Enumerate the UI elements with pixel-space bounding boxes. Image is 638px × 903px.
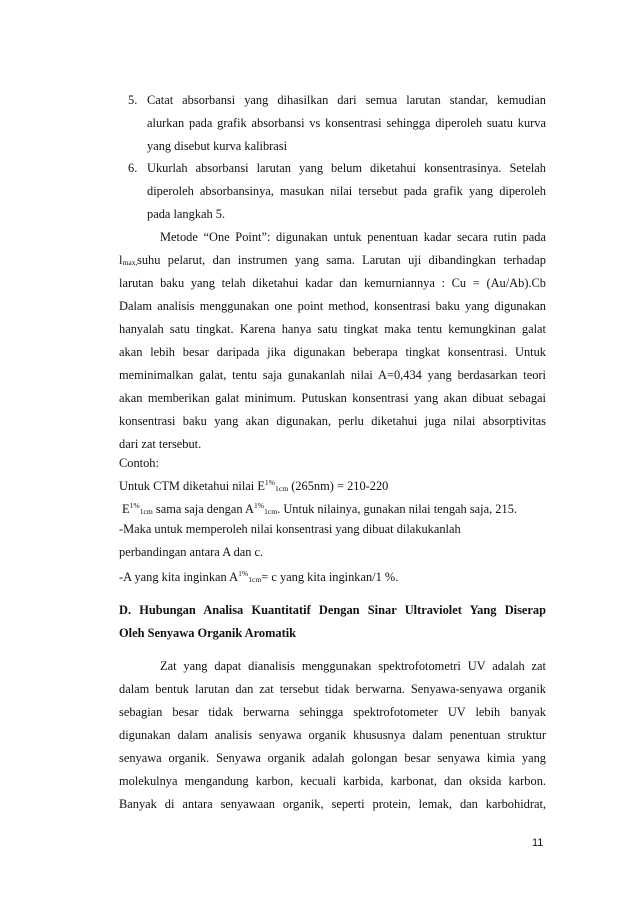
contoh-l2-sup: 1% [129, 501, 140, 510]
contoh-l5-sup: 1% [238, 569, 249, 578]
page-number: 11 [532, 837, 544, 849]
lambda-symbol: l [119, 253, 123, 267]
paragraph1-line-7: dari zat tersebut. [119, 437, 202, 451]
metode-line-3: larutan baku yang telah diketahui kadar dan kemurniannya : Cu = (Au/Ab).Cb [119, 276, 546, 290]
contoh-l2-sup2: 1% [253, 501, 265, 510]
contoh-l1-post: (265nm) = 210-220 [288, 479, 389, 493]
contoh-l2-sub: 1cm [139, 507, 153, 516]
contoh-l5-sub: 1cm [248, 575, 262, 584]
contoh-l2-e: E [122, 502, 130, 516]
list-item-6-line-3: pada langkah 5. [147, 207, 226, 221]
contoh-label: Contoh: [119, 456, 159, 470]
list-item-6-line-1: Ukurlah absorbansi larutan yang belum diketahui konsentrasinya. Setelah [147, 161, 546, 175]
paragraph2-line-3: sebagian besar tidak berwarna sehingga spektrofotometer UV lebih banyak [119, 705, 546, 719]
paragraph1-line-3: akan lebih besar daripada jika digunakan beberapa tingkat konsentrasi. Untuk [119, 345, 546, 359]
contoh-line-2 [122, 498, 549, 520]
paragraph1-line-6: konsentrasi baku yang akan digunakan, perlu diketahui juga nilai absorptivitas [119, 414, 546, 428]
contoh-l5-pre: -A yang kita inginkan A [119, 570, 239, 584]
contoh-l1-sub: 1cm [275, 484, 289, 493]
list-item-5-line-2: alurkan pada grafik absorbansi vs konsentrasi sehingga diperoleh suatu kurva [147, 116, 546, 130]
contoh-l1-sup: 1% [264, 478, 276, 487]
paragraph2-line-6: molekulnya mengandung karbon, kecuali karbida, karbonat, dan oksida karbon. [119, 774, 546, 788]
contoh-l2-post: . Untuk nilainya, gunakan nilai tengah saja, 215. [277, 502, 517, 516]
contoh-line-1 [119, 475, 546, 497]
contoh-l2-mid: sama saja dengan A [152, 502, 254, 516]
contoh-line-5 [119, 566, 546, 588]
section-heading-line-1: D. Hubungan Analisa Kuantitatif Dengan Sinar Ultraviolet Yang Diserap [119, 603, 546, 617]
paragraph1-line-2: hanyalah satu tingkat. Karena hanya satu tingkat maka tentu kemungkinan galat [119, 322, 546, 336]
metode-line-1: Metode “One Point”: digunakan untuk penentuan kadar secara rutin pada [160, 230, 546, 244]
contoh-l2-sub2: 1cm [264, 507, 278, 516]
paragraph2-line-7: Banyak di antara senyawaan organik, seperti protein, lemak, dan karbohidrat, [119, 797, 546, 811]
contoh-l1-pre: Untuk CTM diketahui nilai E [119, 479, 265, 493]
list-number-5: 5. [128, 93, 138, 107]
paragraph2-line-2: dalam bentuk larutan dan zat tersebut tidak berwarna. Senyawa-senyawa organik [119, 682, 546, 696]
contoh-line-4: perbandingan antara A dan c. [119, 545, 264, 559]
list-item-5-line-3: yang disebut kurva kalibrasi [147, 139, 288, 153]
list-number-6: 6. [128, 161, 138, 175]
paragraph2-line-4: digunakan dalam analisis senyawa organik khususnya dalam penentuan struktur [119, 728, 546, 742]
contoh-line-3: -Maka untuk memperoleh nilai konsentrasi yang dibuat dilakukanlah [119, 522, 461, 536]
paragraph2-line-1: Zat yang dapat dianalisis menggunakan spektrofotometri UV adalah zat [160, 659, 546, 673]
paragraph1-line-1: Dalam analisis menggunakan one point method, konsentrasi baku yang digunakan [119, 299, 546, 313]
list-item-6-line-2: diperoleh absorbansinya, masukan nilai tersebut pada grafik yang diperoleh [147, 184, 546, 198]
paragraph1-line-4: meminimalkan galat, tentu saja gunakanlah nilai A=0,434 yang berdasarkan teori [119, 368, 546, 382]
section-heading-line-2: Oleh Senyawa Organik Aromatik [119, 626, 297, 640]
paragraph2-line-5: senyawa organik. Senyawa organik adalah golongan besar senyawa kimia yang [119, 751, 546, 765]
lambda-subscript: max, [122, 258, 138, 267]
list-item-5-line-1: Catat absorbansi yang dihasilkan dari semua larutan standar, kemudian [147, 93, 546, 107]
metode-line-2-text: suhu pelarut, dan instrumen yang sama. Larutan uji dibandingkan terhadap [137, 253, 546, 267]
contoh-l5-post: = c yang kita inginkan/1 %. [261, 570, 399, 584]
metode-line-2 [119, 252, 546, 271]
paragraph1-line-5: akan memberikan galat minimum. Putuskan konsentrasi yang akan dibuat sebagai [119, 391, 546, 405]
